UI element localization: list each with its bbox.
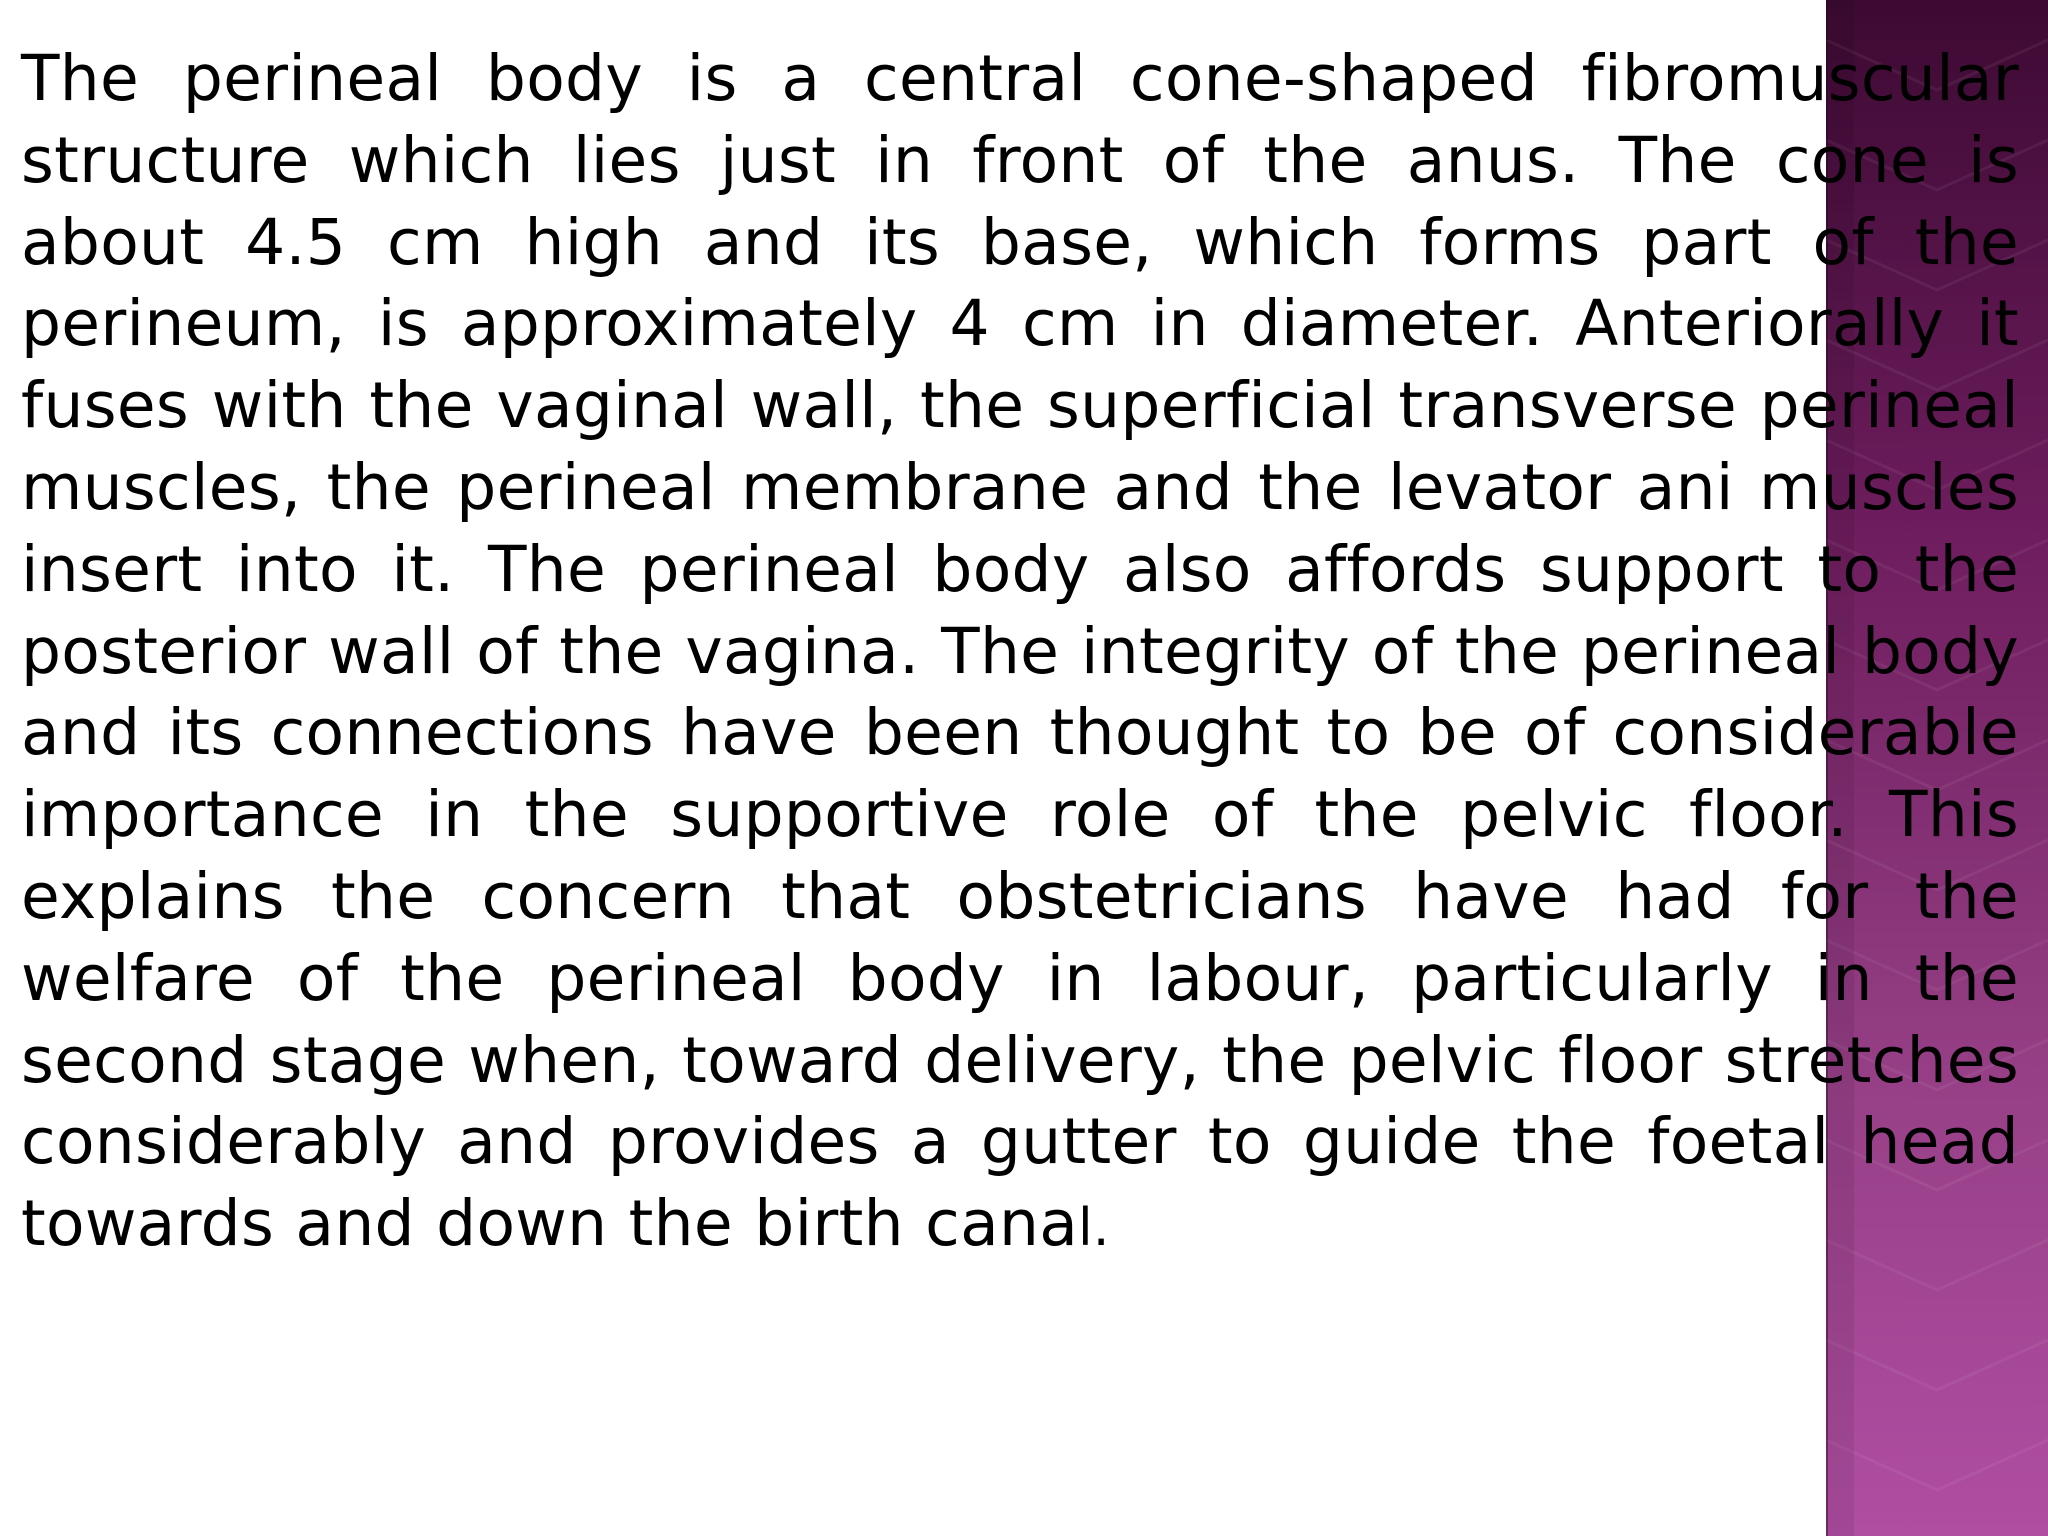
body-paragraph-tail: l. (1078, 1198, 1110, 1259)
body-paragraph (21, 38, 2019, 1270)
body-paragraph-text: The perineal body is a central cone-shaped fibromuscular structure which lies just in front of the anus. The cone is about 4.5 cm high and its base, which forms part of the perineum, is approximately 4 cm in diameter. Anteriorally it fuses with the vaginal wall, the superficial transverse perineal muscles, the perineal membrane and the levator ani muscles insert into it. The perineal body also affords support to the posterior wall of the vagina. The integrity of the perineal body and its connections have been thought to be of considerable importance in the supportive role of the pelvic floor. This explains the concern that obstetricians have had for the welfare of the perineal body in labour, particularly in the second stage when, toward delivery, the pelvic floor stretches considerably and provides a gutter to guide the foetal head towards and down the birth cana (21, 42, 2019, 1261)
